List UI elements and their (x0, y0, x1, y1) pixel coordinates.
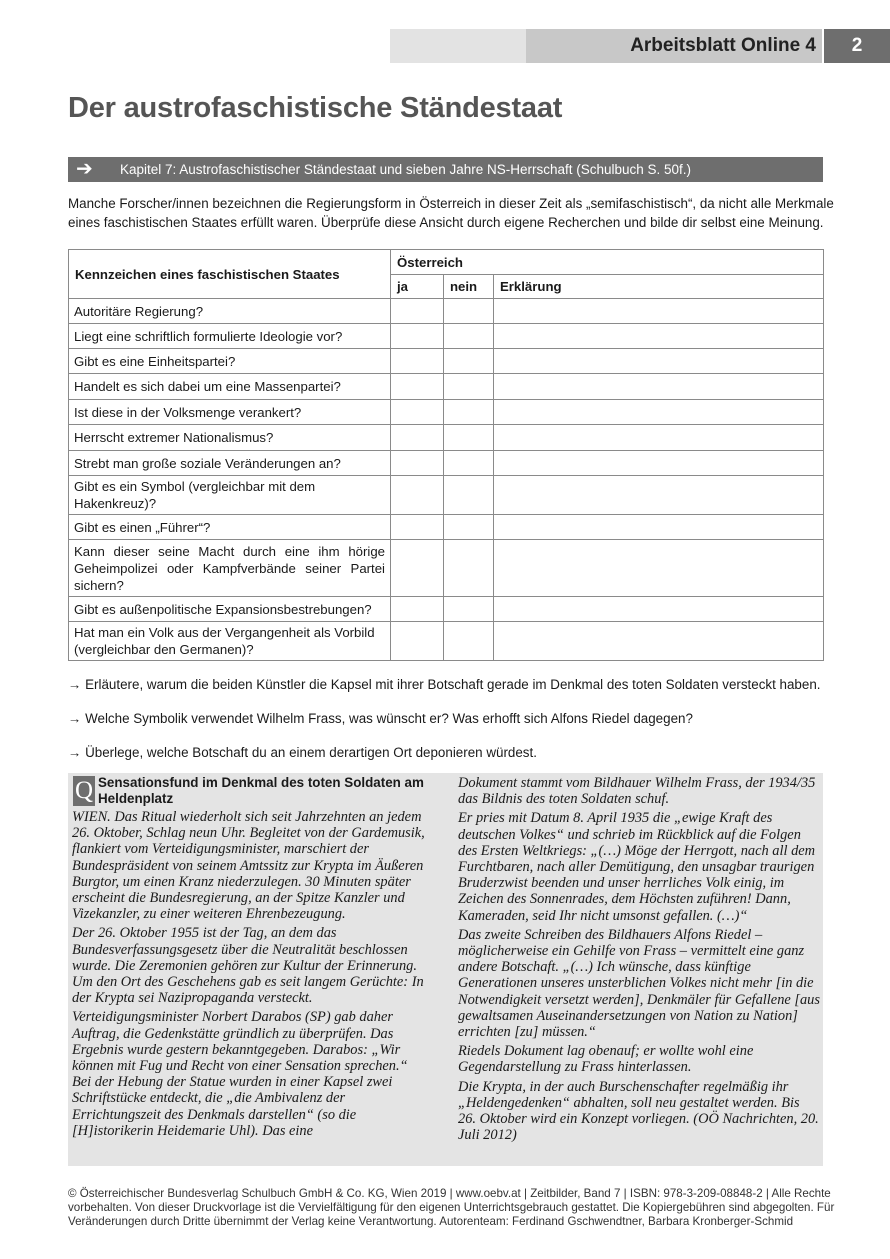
table-row (69, 622, 824, 661)
explanation-cell[interactable] (494, 451, 824, 476)
yes-cell[interactable] (391, 622, 444, 661)
yes-cell[interactable] (391, 324, 444, 349)
yes-cell[interactable] (391, 349, 444, 374)
table-row (69, 324, 824, 349)
table-row (69, 540, 824, 597)
explanation-cell[interactable] (494, 299, 824, 324)
no-cell[interactable] (444, 324, 494, 349)
source-headline: Sensationsfund im Denkmal des toten Soldaten am Heldenplatz (98, 775, 424, 806)
no-cell[interactable] (444, 425, 494, 451)
no-cell[interactable] (444, 476, 494, 515)
criterion-cell: Liegt eine schriftlich formulierte Ideologie vor? (69, 324, 391, 349)
table-row (69, 374, 824, 400)
column-header-no: nein (444, 275, 494, 299)
criterion-cell: Handelt es sich dabei um eine Massenpartei? (69, 374, 391, 400)
task-item: → Überlege, welche Botschaft du an einem derartigen Ort deponieren würdest. (68, 745, 537, 760)
column-header-explanation: Erklärung (494, 275, 824, 299)
criterion-cell: Hat man ein Volk aus der Vergangenheit als Vorbild (vergleichbar den Germanen)? (69, 622, 391, 661)
criteria-table (68, 249, 824, 661)
column-header-yes: ja (391, 275, 444, 299)
explanation-cell[interactable] (494, 540, 824, 597)
no-cell[interactable] (444, 400, 494, 425)
no-cell[interactable] (444, 597, 494, 622)
source-paragraph: Der 26. Oktober 1955 ist der Tag, an dem das Bundesverfassungsgesetz über die Neutralität beschlossen wurde. Die Zeremonien gehören zur Kultur der Erinnerung. Um den Ort des Geschehens gab es seit langem Gerüchte: In der Krypta sei Nazipropaganda versteckt. (72, 925, 424, 1007)
source-paragraph: Verteidigungsminister Norbert Darabos (SP) gab daher Auftrag, die Gedenkstätte gründlich zu überprüfen. Das Ergebnis wurde gestern bekanntgegeben. Darabos: „Wir können mit Fug und Recht von einer Sensation sprechen.“ Bei der Hebung der Statue wurden in einer Kapsel zwei Schriftstücke entdeckt, die „die Ambivalenz der Errichtungszeit des Denkmals darstellen“ (so die [H]istorikerin Heidemarie Uhl). Das eine (72, 1009, 408, 1139)
criterion-cell: Gibt es ein Symbol (vergleichbar mit dem Hakenkreuz)? (69, 476, 391, 515)
no-cell[interactable] (444, 299, 494, 324)
footer-line: Veränderungen durch Dritte übernimmt der Verlag keine Verantwortung. Autorenteam: Ferdinand Gschwendtner, Barbara Kronberger-Schmid (68, 1215, 794, 1229)
criterion-cell: Gibt es einen „Führer“? (69, 515, 391, 540)
chapter-bar (68, 157, 823, 182)
yes-cell[interactable] (391, 540, 444, 597)
explanation-cell[interactable] (494, 324, 824, 349)
no-cell[interactable] (444, 451, 494, 476)
yes-cell[interactable] (391, 374, 444, 400)
worksheet-label: Arbeitsblatt Online 4 (630, 35, 816, 56)
table-row (69, 349, 824, 374)
yes-cell[interactable] (391, 476, 444, 515)
explanation-cell[interactable] (494, 476, 824, 515)
table-row (69, 299, 824, 324)
task-item: → Erläutere, warum die beiden Künstler die Kapsel mit ihrer Botschaft gerade im Denkmal des toten Soldaten versteckt haben. (68, 677, 821, 692)
column-header-austria: Österreich (391, 250, 824, 275)
page-number: 2 (824, 29, 890, 63)
no-cell[interactable] (444, 515, 494, 540)
no-cell[interactable] (444, 540, 494, 597)
source-column-left (72, 809, 427, 1142)
table-row (69, 425, 824, 451)
source-paragraph: Er pries mit Datum 8. April 1935 die „ewige Kraft des deutschen Volkes“ und schrieb im Rückblick auf die Folgen des Ersten Weltkriegs: „(…) Möge der Herrgott, nach all dem Furchtbaren, nach aller Demütigung, den unsagbar traurigen Bruderzwist beenden und unser herrliches Volk einig, im Zeichen des Sonnenrades, dem Höchsten zuführen! Dann, Kameraden, seid Ihr nicht umsonst gefallen. (…)“ (458, 810, 816, 924)
footer-line: vorbehalten. Von dieser Druckvorlage ist die Vervielfältigung für den eigenen Unterrichtsgebrauch gestattet. Die Kopiergebühren sind abgegolten. Für (68, 1201, 835, 1215)
criterion-cell: Ist diese in der Volksmenge verankert? (69, 400, 391, 425)
no-cell[interactable] (444, 349, 494, 374)
copyright-footer (68, 1187, 835, 1230)
explanation-cell[interactable] (494, 597, 824, 622)
table-row (69, 476, 824, 515)
table-row (69, 597, 824, 622)
criterion-cell: Autoritäre Regierung? (69, 299, 391, 324)
explanation-cell[interactable] (494, 374, 824, 400)
task-item: → Welche Symbolik verwendet Wilhelm Frass, was wünscht er? Was erhofft sich Alfons Riedel dagegen? (68, 711, 693, 726)
criterion-cell: Gibt es eine Einheitspartei? (69, 349, 391, 374)
explanation-cell[interactable] (494, 622, 824, 661)
page-title: Der austrofaschistische Ständestaat (68, 92, 563, 124)
yes-cell[interactable] (391, 515, 444, 540)
criterion-cell: Kann dieser seine Macht durch eine ihm hörige Geheimpolizei oder Kampfverbände seiner Partei sichern? (69, 540, 391, 597)
table-row (69, 515, 824, 540)
table-row (69, 451, 824, 476)
source-paragraph: Die Krypta, in der auch Burschenschafter regelmäßig ihr „Heldengedenken“ abhalten, soll neu gestaltet werden. Bis 26. Oktober wird ein Konzept vorliegen. (OÖ Nachrichten, 20. Juli 2012) (458, 1078, 819, 1144)
column-header-criteria: Kennzeichen eines faschistischen Staates (69, 250, 391, 299)
no-cell[interactable] (444, 374, 494, 400)
footer-line: © Österreichischer Bundesverlag Schulbuch GmbH & Co. KG, Wien 2019 | www.oebv.at | Zeitbilder, Band 7 | ISBN: 978-3-209-08848-2 | Alle Rechte (68, 1187, 831, 1200)
yes-cell[interactable] (391, 299, 444, 324)
intro-text (68, 194, 834, 232)
chapter-reference: Kapitel 7: Austrofaschistischer Ständestaat und sieben Jahre NS-Herrschaft (Schulbuch S. 50f.) (120, 162, 692, 177)
explanation-cell[interactable] (494, 349, 824, 374)
criterion-cell: Herrscht extremer Nationalismus? (69, 425, 391, 451)
yes-cell[interactable] (391, 451, 444, 476)
yes-cell[interactable] (391, 400, 444, 425)
header-bar-light (390, 29, 526, 63)
criterion-cell: Strebt man große soziale Veränderungen an? (69, 451, 391, 476)
explanation-cell[interactable] (494, 400, 824, 425)
source-paragraph: Riedels Dokument lag obenauf; er wollte wohl eine Gegendarstellung zu Frass hinterlassen. (458, 1043, 754, 1076)
criterion-cell: Gibt es außenpolitische Expansionsbestrebungen? (69, 597, 391, 622)
yes-cell[interactable] (391, 425, 444, 451)
arrow-right-icon: ➔ (76, 158, 93, 180)
source-paragraph: WIEN. Das Ritual wiederholt sich seit Jahrzehnten an jedem 26. Oktober, Schlag neun Uhr. Begleitet von der Gardemusik, flankiert vom Verteidigungsminister, marschiert der Bundespräsident von seinem Amtssitz zur Krypta im Äußeren Burgtor, um einen Kranz niederzulegen. 30 Minuten später erscheint die Bundesregierung, an der Spitze Kanzler und Vizekanzler, zu einer weiteren Ehrenbezeugung. (72, 809, 425, 923)
table-row (69, 400, 824, 425)
intro-line: Manche Forscher/innen bezeichnen die Regierungsform in Österreich in dieser Zeit als „semifaschistisch“, da nicht alle Merkmale (68, 196, 834, 211)
explanation-cell[interactable] (494, 515, 824, 540)
source-q-icon: Q (74, 777, 94, 804)
source-column-right (458, 775, 820, 1146)
source-paragraph: Das zweite Schreiben des Bildhauers Alfons Riedel – möglicherweise ein Gehilfe von Frass – vermittelt eine ganz andere Botschaft. „(…) Ich wünsche, dass künftige Generationen unseres unsterblichen Volkes nicht mehr [in die Notwendigkeit versetzt werden], Denkmäler für Gefallene [aus gewaltsamen Auseinandersetzungen von Nation zu Nation] errichten [zu] müssen.“ (458, 926, 820, 1041)
source-box (68, 773, 823, 1166)
explanation-cell[interactable] (494, 425, 824, 451)
yes-cell[interactable] (391, 597, 444, 622)
source-paragraph: Dokument stammt vom Bildhauer Wilhelm Frass, der 1934/35 das Bildnis des toten Soldaten schuf. (458, 775, 816, 808)
no-cell[interactable] (444, 622, 494, 661)
intro-line: eines faschistischen Staates erfüllt waren. Überprüfe diese Ansicht durch eigene Recherchen und bilde dir selbst eine Meinung. (68, 215, 824, 230)
